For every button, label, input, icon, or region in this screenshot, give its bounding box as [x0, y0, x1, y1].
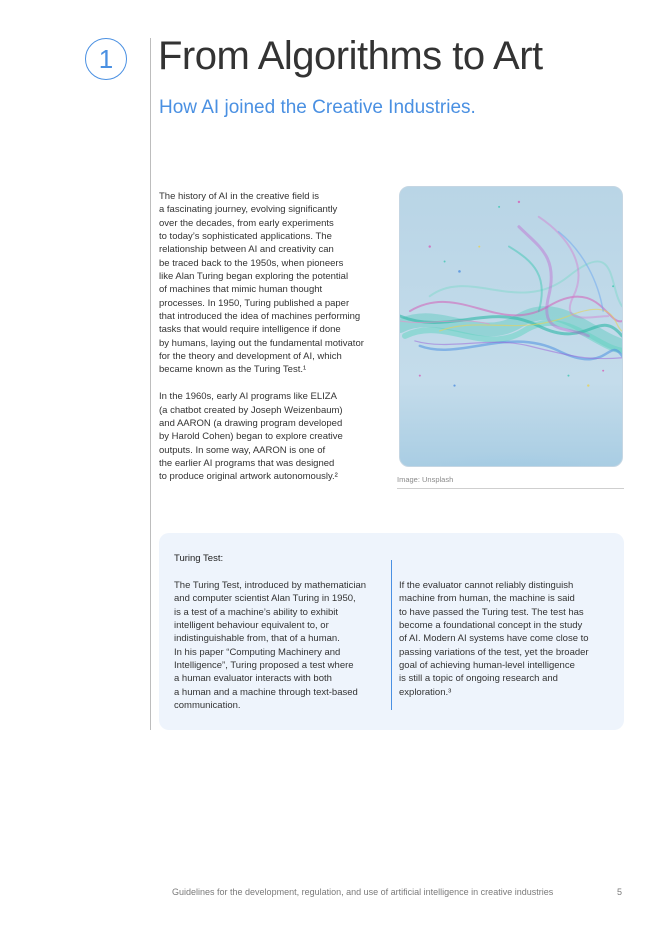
box-right-column	[399, 579, 589, 699]
text-line: outputs. In some way, AARON is one of	[159, 444, 326, 456]
box-title: Turing Test:	[174, 553, 224, 564]
text-line: In the 1960s, early AI programs like ELIZA	[159, 391, 337, 403]
intro-text	[159, 190, 399, 484]
text-line: The Turing Test, introduced by mathematician	[174, 580, 367, 591]
text-line: over the decades, from early experiments	[159, 217, 334, 229]
page-number: 5	[617, 887, 623, 897]
text-line: exploration.³	[399, 686, 452, 698]
text-line: and computer scientist Alan Turing in 1950,	[174, 593, 356, 605]
box-column-divider	[391, 560, 392, 710]
text-line: of AI. Modern AI systems have come close to	[399, 633, 589, 645]
text-line: be traced back to the 1950s, when pioneers	[159, 257, 344, 269]
intro-paragraph-1	[159, 190, 399, 377]
text-line: is a test of a machine’s ability to exhibit	[174, 606, 339, 618]
text-line: is still a topic of ongoing research and	[399, 673, 558, 685]
text-line: to have passed the Turing test. The test has	[399, 606, 584, 618]
text-line: indistinguishable from, that of a human.	[174, 633, 340, 645]
text-line: became known as the Turing Test.¹	[159, 364, 307, 376]
text-line: to today’s sophisticated applications. The	[159, 231, 332, 243]
text-line: tasks that would require intelligence if done	[159, 324, 341, 336]
text-line: processes. In 1950, Turing published a paper	[159, 297, 350, 309]
text-line: relationship between AI and creativity can	[159, 244, 334, 256]
text-line: the earlier AI programs that was designed	[159, 457, 335, 469]
ai-art-image	[399, 186, 623, 467]
chapter-number: 1	[98, 43, 114, 74]
text-line: by Harold Cohen) began to explore creative	[159, 431, 343, 443]
text-line: that introduced the idea of machines performing	[159, 311, 361, 323]
text-line: by humans, laying out the fundamental motivator	[159, 337, 364, 349]
text-line: for the theory and development of AI, which	[159, 351, 342, 363]
text-line: Intelligence”, Turing proposed a test where	[174, 660, 354, 672]
text-line: intelligent behaviour equivalent to, or	[174, 620, 329, 632]
text-line: machine from human, the machine is said	[399, 593, 575, 605]
text-line: become a foundational concept in the study	[399, 620, 583, 632]
text-line: to produce original artwork autonomously.²	[159, 471, 338, 483]
chapter-number-badge	[85, 38, 127, 80]
box-left-column	[174, 579, 366, 712]
text-line: passing variations of the test, yet the broader	[399, 646, 589, 658]
text-line: (a chatbot created by Joseph Weizenbaum)	[159, 404, 343, 416]
page-title: From Algorithms to Art	[158, 34, 543, 78]
turing-test-box	[159, 533, 624, 730]
text-line: communication.	[174, 700, 241, 712]
text-line: If the evaluator cannot reliably distinguish	[399, 580, 574, 591]
intro-paragraph-2	[159, 390, 399, 483]
text-line: a human and a machine through text-based	[174, 686, 358, 698]
footer-running-title: Guidelines for the development, regulation, and use of artificial intelligence in creative industries	[172, 887, 554, 897]
text-line: and AARON (a drawing program developed	[159, 417, 343, 429]
abstract-art-graphic	[400, 187, 622, 466]
vertical-rule	[150, 38, 151, 730]
image-caption: Image: Unsplash	[397, 475, 624, 489]
text-line: of machines that mimic human thought	[159, 284, 323, 296]
text-line: a fascinating journey, evolving significantly	[159, 204, 338, 216]
text-line: like Alan Turing began exploring the potential	[159, 271, 349, 283]
text-line: a human evaluator interacts with both	[174, 673, 332, 685]
text-line: The history of AI in the creative field is	[159, 191, 319, 202]
text-line: In his paper “Computing Machinery and	[174, 646, 341, 658]
text-line: goal of achieving human-level intelligence	[399, 660, 575, 672]
page-subtitle: How AI joined the Creative Industries.	[159, 97, 476, 118]
